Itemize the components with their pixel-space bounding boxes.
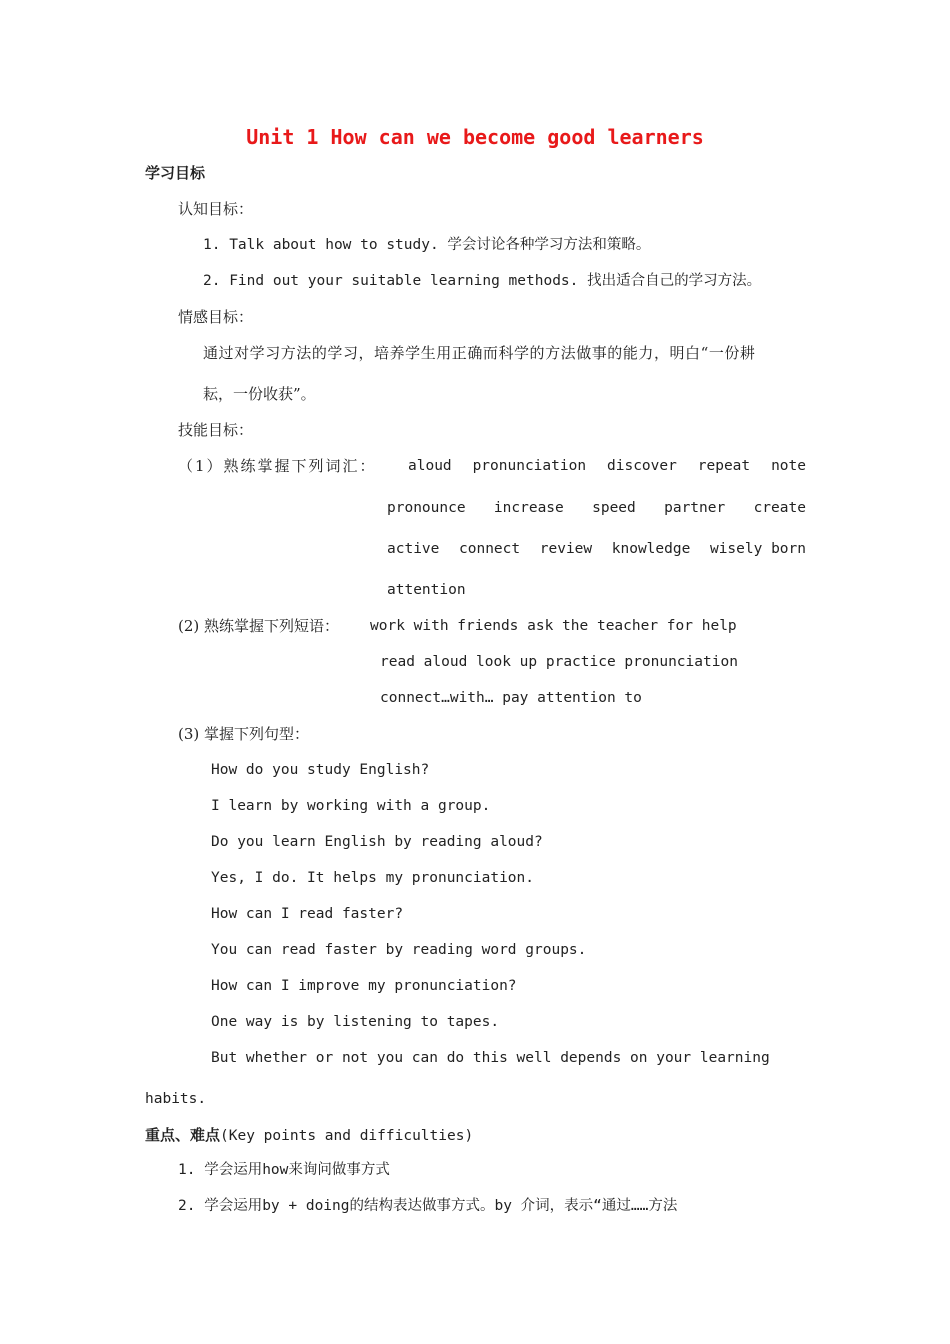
vocab-word: connect (459, 541, 521, 557)
emotional-label: 情感目标： (178, 308, 254, 326)
vocab-word: discover (607, 458, 677, 474)
sentence-item: But whether or not you can do this well depends on your learning (211, 1050, 770, 1066)
sentence-item: How can I improve my pronunciation? (211, 978, 517, 994)
vocab-word: speed (592, 500, 636, 516)
vocab-word: pronunciation (472, 458, 587, 474)
key-points-heading (145, 1125, 473, 1146)
vocab-word: review (539, 541, 593, 557)
sentence-item: Do you learn English by reading aloud? (211, 834, 543, 850)
document-title: Unit 1 How can we become good learners (246, 125, 704, 149)
objectives-heading: 学习目标 (145, 164, 206, 182)
key-point-item-1: 1. 学会运用how来询问做事方式 (178, 1162, 390, 1178)
key-points-heading-rest: (Key points and difficulties) (220, 1128, 474, 1144)
vocab-row-2 (387, 498, 806, 518)
key-point-item-2: 2. 学会运用by + doing的结构表达做事方式。by 介词，表示“通过……方法 (178, 1198, 678, 1214)
phrases-label: (2) 熟练掌握下列短语： (178, 617, 340, 635)
vocab-row-4 (387, 580, 466, 600)
sentence-item: How can I read faster? (211, 906, 404, 922)
emotional-line-2: 耘，一份收获”。 (203, 385, 316, 403)
cognitive-label: 认知目标： (178, 200, 254, 218)
vocab-word: repeat (697, 458, 751, 474)
sentence-item: I learn by working with a group. (211, 798, 491, 814)
emotional-line-1: 通过对学习方法的学习，培养学生用正确而科学的方法做事的能力，明白“一份耕 (203, 344, 756, 362)
phrases-row-1: work with friends ask the teacher for help (370, 618, 737, 634)
vocab-word: knowledge (611, 541, 691, 557)
vocab-word: attention (387, 582, 466, 598)
sentence-item: How do you study English? (211, 762, 430, 778)
vocab-word: note (771, 458, 806, 474)
sentences-label: (3) 掌握下列句型： (178, 725, 310, 743)
phrases-row-2: read aloud look up practice pronunciation (380, 654, 738, 670)
vocab-row-1 (408, 456, 806, 476)
sentence-item: One way is by listening to tapes. (211, 1014, 500, 1030)
vocab-label: （1）熟练掌握下列词汇： (178, 457, 377, 475)
vocab-word: pronounce (387, 500, 466, 516)
sentence-wrap: habits. (145, 1091, 207, 1107)
vocab-word: increase (493, 500, 564, 516)
cognitive-item-2: 2. Find out your suitable learning methods. 找出适合自己的学习方法。 (203, 273, 762, 289)
vocab-word: aloud (408, 458, 452, 474)
sentence-item: You can read faster by reading word groups. (211, 942, 587, 958)
vocab-row-3 (387, 539, 806, 559)
vocab-word: wisely born (709, 541, 806, 557)
cognitive-item-1: 1. Talk about how to study. 学会讨论各种学习方法和策略。 (203, 237, 651, 253)
phrases-row-3: connect…with… pay attention to (380, 690, 642, 706)
sentence-item: Yes, I do. It helps my pronunciation. (211, 870, 535, 886)
key-points-heading-bold: 重点、难点 (145, 1126, 221, 1144)
vocab-word: partner (664, 500, 726, 516)
skills-label: 技能目标： (178, 421, 254, 439)
vocab-word: create (753, 500, 806, 516)
vocab-word: active (387, 541, 440, 557)
